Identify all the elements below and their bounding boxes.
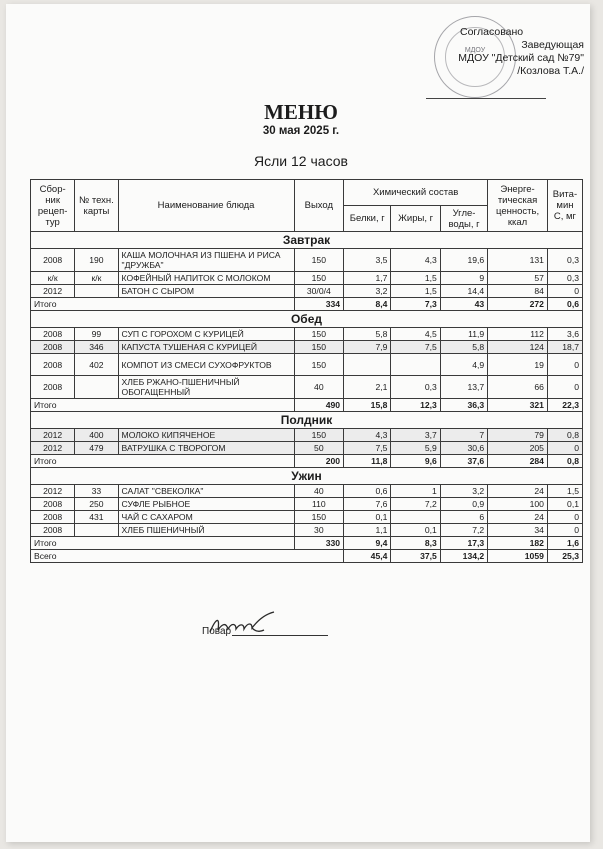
total-energy: 284	[488, 455, 548, 468]
table-row	[31, 328, 583, 341]
table-row	[31, 429, 583, 442]
cell-portion: 150	[294, 429, 343, 442]
total-label: Итого	[31, 455, 295, 468]
header-card: № техн. карты	[75, 180, 118, 232]
cell-proteins: 2,1	[344, 376, 391, 399]
cell-portion: 150	[294, 249, 343, 272]
cell-card: к/к	[75, 272, 118, 285]
total-portion: 330	[294, 537, 343, 550]
cell-fats: 1	[391, 485, 440, 498]
cell-collection: 2008	[31, 354, 75, 376]
total-carbs: 37,6	[440, 455, 487, 468]
cell-energy: 100	[488, 498, 548, 511]
total-vitamin: 0,6	[547, 298, 582, 311]
section-row	[31, 412, 583, 429]
cell-dish: СУП С ГОРОХОМ С КУРИЦЕЙ	[118, 328, 294, 341]
total-energy: 321	[488, 399, 548, 412]
table-row	[31, 285, 583, 298]
cell-fats: 1,5	[391, 272, 440, 285]
cell-vitamin: 0	[547, 285, 582, 298]
table-row	[31, 376, 583, 399]
cell-energy: 19	[488, 354, 548, 376]
cell-proteins: 3,2	[344, 285, 391, 298]
cell-card: 402	[75, 354, 118, 376]
grand-total-label: Всего	[31, 550, 344, 563]
cell-proteins	[344, 354, 391, 376]
cell-carbs: 30,6	[440, 442, 487, 455]
cook-signature-line	[232, 635, 328, 636]
cell-carbs: 3,2	[440, 485, 487, 498]
cell-portion: 50	[294, 442, 343, 455]
cell-dish: ХЛЕБ ПШЕНИЧНЫЙ	[118, 524, 294, 537]
cell-collection: 2012	[31, 429, 75, 442]
table-row	[31, 442, 583, 455]
total-portion: 200	[294, 455, 343, 468]
header-vitamin: Вита-мин С, мг	[547, 180, 582, 232]
cell-vitamin: 0	[547, 354, 582, 376]
cell-carbs: 14,4	[440, 285, 487, 298]
cell-card: 190	[75, 249, 118, 272]
section-row	[31, 468, 583, 485]
cell-portion: 150	[294, 511, 343, 524]
total-label: Итого	[31, 537, 295, 550]
cell-energy: 131	[488, 249, 548, 272]
cell-proteins: 1,1	[344, 524, 391, 537]
cell-vitamin: 1,5	[547, 485, 582, 498]
section-title: Ужин	[31, 468, 583, 485]
cell-dish: МОЛОКО КИПЯЧЕНОЕ	[118, 429, 294, 442]
cell-energy: 57	[488, 272, 548, 285]
cell-fats: 7,5	[391, 341, 440, 354]
cell-vitamin: 0,1	[547, 498, 582, 511]
total-vitamin: 22,3	[547, 399, 582, 412]
cell-proteins: 1,7	[344, 272, 391, 285]
total-portion: 490	[294, 399, 343, 412]
cell-fats: 3,7	[391, 429, 440, 442]
menu-sheet	[6, 4, 590, 842]
total-carbs: 17,3	[440, 537, 487, 550]
table-row	[31, 272, 583, 285]
menu-date: 30 мая 2025 г.	[262, 125, 340, 137]
cell-proteins: 7,9	[344, 341, 391, 354]
cell-energy: 24	[488, 485, 548, 498]
cell-card: 479	[75, 442, 118, 455]
cell-fats	[391, 511, 440, 524]
total-fats: 8,3	[391, 537, 440, 550]
cell-proteins: 0,1	[344, 511, 391, 524]
cell-vitamin: 18,7	[547, 341, 582, 354]
total-fats: 12,3	[391, 399, 440, 412]
grand-total-fats: 37,5	[391, 550, 440, 563]
cell-energy: 34	[488, 524, 548, 537]
cell-energy: 84	[488, 285, 548, 298]
cell-carbs: 9	[440, 272, 487, 285]
cell-dish: КАПУСТА ТУШЕНАЯ С КУРИЦЕЙ	[118, 341, 294, 354]
cell-fats: 0,3	[391, 376, 440, 399]
cell-fats: 4,3	[391, 249, 440, 272]
total-fats: 7,3	[391, 298, 440, 311]
cell-carbs: 11,9	[440, 328, 487, 341]
cell-dish: ЧАЙ С САХАРОМ	[118, 511, 294, 524]
cell-card	[75, 524, 118, 537]
cell-vitamin: 0,8	[547, 429, 582, 442]
approval-title: Согласовано	[460, 26, 524, 38]
cell-collection: 2012	[31, 442, 75, 455]
cell-carbs: 5,8	[440, 341, 487, 354]
cell-collection: 2008	[31, 524, 75, 537]
total-carbs: 36,3	[440, 399, 487, 412]
header-fats: Жиры, г	[391, 206, 440, 232]
cell-collection: 2008	[31, 376, 75, 399]
total-label: Итого	[31, 399, 295, 412]
section-row	[31, 232, 583, 249]
cell-collection: 2008	[31, 498, 75, 511]
cell-dish: КАША МОЛОЧНАЯ ИЗ ПШЕНА И РИСА "ДРУЖБА"	[118, 249, 294, 272]
table-row	[31, 511, 583, 524]
cell-card: 431	[75, 511, 118, 524]
cell-portion: 40	[294, 376, 343, 399]
cell-card: 33	[75, 485, 118, 498]
cell-vitamin: 0	[547, 524, 582, 537]
cell-carbs: 4,9	[440, 354, 487, 376]
cell-vitamin: 3,6	[547, 328, 582, 341]
stamp-text: МДОУ	[464, 47, 486, 54]
section-title: Обед	[31, 311, 583, 328]
header-proteins: Белки, г	[344, 206, 391, 232]
cook-label: Повар	[202, 626, 232, 637]
cell-card	[75, 376, 118, 399]
cell-portion: 30	[294, 524, 343, 537]
page-title: МЕНЮ	[264, 100, 338, 124]
table-row	[31, 524, 583, 537]
grand-total-row	[31, 550, 583, 563]
cell-card: 99	[75, 328, 118, 341]
cell-dish: ХЛЕБ РЖАНО-ПШЕНИЧНЫЙ ОБОГАЩЕННЫЙ	[118, 376, 294, 399]
section-row	[31, 311, 583, 328]
cell-carbs: 13,7	[440, 376, 487, 399]
cell-energy: 124	[488, 341, 548, 354]
total-vitamin: 0,8	[547, 455, 582, 468]
grand-total-vitamin: 25,3	[547, 550, 582, 563]
cell-vitamin: 0	[547, 376, 582, 399]
cell-fats: 1,5	[391, 285, 440, 298]
table-row	[31, 249, 583, 272]
total-row	[31, 537, 583, 550]
cell-energy: 205	[488, 442, 548, 455]
cell-collection: 2008	[31, 249, 75, 272]
cell-dish: КОФЕЙНЫЙ НАПИТОК С МОЛОКОМ	[118, 272, 294, 285]
cell-collection: к/к	[31, 272, 75, 285]
cell-proteins: 7,6	[344, 498, 391, 511]
cell-vitamin: 0	[547, 442, 582, 455]
cell-energy: 112	[488, 328, 548, 341]
header-carbs: Угле-воды, г	[440, 206, 487, 232]
total-label: Итого	[31, 298, 295, 311]
cell-dish: ВАТРУШКА С ТВОРОГОМ	[118, 442, 294, 455]
cell-portion: 150	[294, 354, 343, 376]
total-row	[31, 298, 583, 311]
cell-carbs: 7,2	[440, 524, 487, 537]
cell-collection: 2012	[31, 485, 75, 498]
cell-proteins: 7,5	[344, 442, 391, 455]
cell-proteins: 0,6	[344, 485, 391, 498]
cell-carbs: 6	[440, 511, 487, 524]
cell-energy: 66	[488, 376, 548, 399]
cell-dish: САЛАТ "СВЕКОЛКА"	[118, 485, 294, 498]
group-name: Ясли 12 часов	[254, 153, 348, 169]
cell-carbs: 7	[440, 429, 487, 442]
cell-card: 346	[75, 341, 118, 354]
cell-fats: 5,9	[391, 442, 440, 455]
grand-total-energy: 1059	[488, 550, 548, 563]
section-title: Завтрак	[31, 232, 583, 249]
cell-portion: 30/0/4	[294, 285, 343, 298]
approval-block	[444, 26, 584, 78]
header-dish: Наименование блюда	[118, 180, 294, 232]
total-proteins: 11,8	[344, 455, 391, 468]
total-energy: 272	[488, 298, 548, 311]
approval-organization: МДОУ "Детский сад №79"	[458, 52, 584, 64]
table-row	[31, 341, 583, 354]
cell-vitamin: 0,3	[547, 249, 582, 272]
cell-card: 250	[75, 498, 118, 511]
cell-collection: 2008	[31, 328, 75, 341]
cell-dish: КОМПОТ ИЗ СМЕСИ СУХОФРУКТОВ	[118, 354, 294, 376]
approval-position: Заведующая	[521, 39, 584, 51]
cell-fats	[391, 354, 440, 376]
cell-collection: 2012	[31, 285, 75, 298]
cell-vitamin: 0,3	[547, 272, 582, 285]
cell-fats: 7,2	[391, 498, 440, 511]
header-chemical: Химический состав	[344, 180, 488, 206]
cell-portion: 110	[294, 498, 343, 511]
grand-total-carbs: 134,2	[440, 550, 487, 563]
total-carbs: 43	[440, 298, 487, 311]
total-row	[31, 399, 583, 412]
total-row	[31, 455, 583, 468]
cell-carbs: 19,6	[440, 249, 487, 272]
cell-card: 400	[75, 429, 118, 442]
cell-portion: 150	[294, 328, 343, 341]
cell-portion: 150	[294, 341, 343, 354]
cell-portion: 40	[294, 485, 343, 498]
total-proteins: 9,4	[344, 537, 391, 550]
cell-fats: 4,5	[391, 328, 440, 341]
total-fats: 9,6	[391, 455, 440, 468]
cell-collection: 2008	[31, 341, 75, 354]
cell-dish: СУФЛЕ РЫБНОЕ	[118, 498, 294, 511]
approval-signature-line	[426, 98, 546, 99]
cell-portion: 150	[294, 272, 343, 285]
cell-proteins: 3,5	[344, 249, 391, 272]
total-proteins: 15,8	[344, 399, 391, 412]
total-portion: 334	[294, 298, 343, 311]
cell-vitamin: 0	[547, 511, 582, 524]
menu-table	[30, 179, 583, 563]
header-collection: Сбор-ник рецеп-тур	[31, 180, 75, 232]
total-vitamin: 1,6	[547, 537, 582, 550]
cell-card	[75, 285, 118, 298]
header-portion: Выход	[294, 180, 343, 232]
table-row	[31, 354, 583, 376]
cell-dish: БАТОН С СЫРОМ	[118, 285, 294, 298]
header-energy: Энерге-тическая ценность, ккал	[488, 180, 548, 232]
grand-total-proteins: 45,4	[344, 550, 391, 563]
section-title: Полдник	[31, 412, 583, 429]
cell-fats: 0,1	[391, 524, 440, 537]
total-proteins: 8,4	[344, 298, 391, 311]
cell-energy: 79	[488, 429, 548, 442]
cell-carbs: 0,9	[440, 498, 487, 511]
total-energy: 182	[488, 537, 548, 550]
cell-collection: 2008	[31, 511, 75, 524]
cell-proteins: 4,3	[344, 429, 391, 442]
table-row	[31, 498, 583, 511]
table-row	[31, 485, 583, 498]
cell-proteins: 5,8	[344, 328, 391, 341]
cell-energy: 24	[488, 511, 548, 524]
approval-signer: /Козлова Т.А./	[517, 65, 584, 77]
